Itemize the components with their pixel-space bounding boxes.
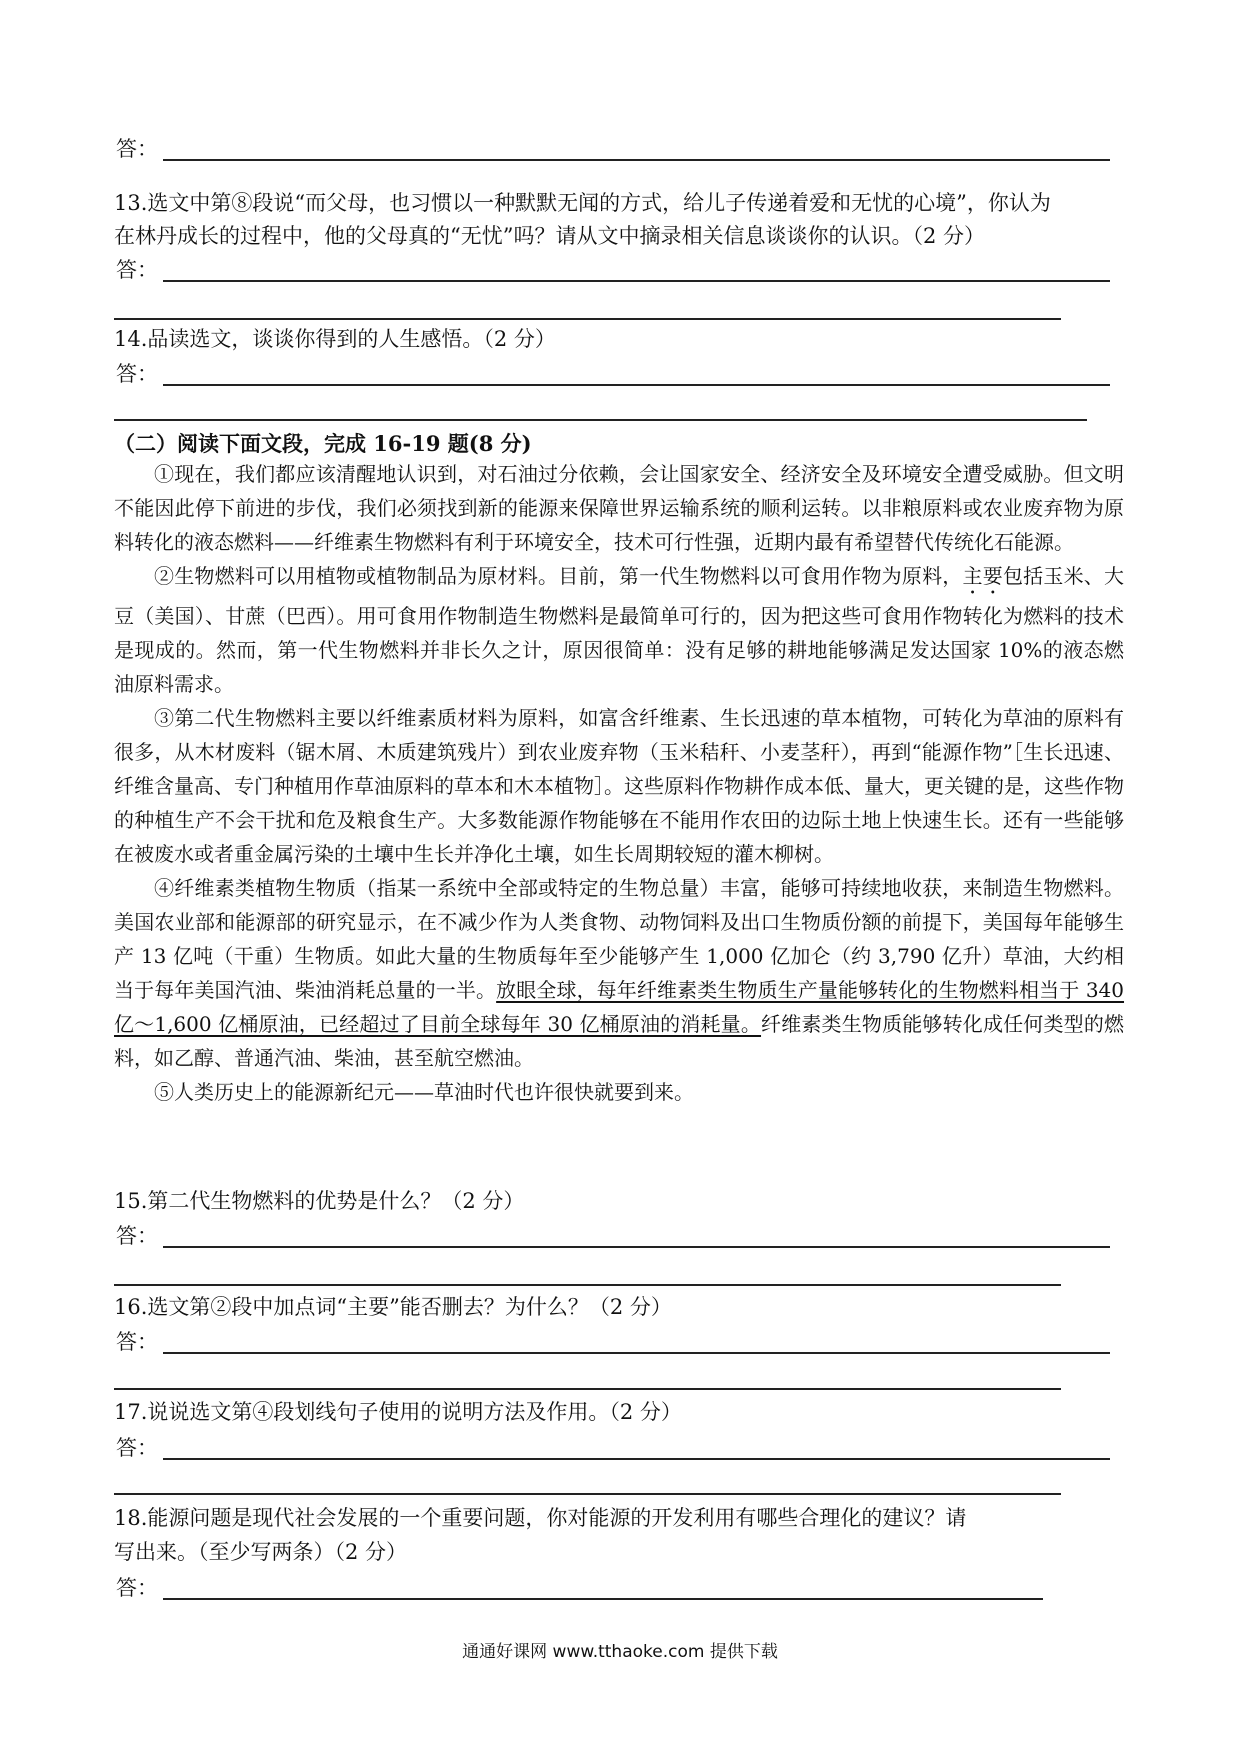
- section-2-title: （二）阅读下面文段，完成 16-19 题(8 分): [114, 431, 532, 456]
- question-16: 16.选文第②段中加点词“主要”能否删去？为什么？（2 分）: [114, 1295, 672, 1319]
- answer-line: [163, 1352, 1110, 1354]
- answer-label: 答：: [116, 1576, 158, 1600]
- answer-label: 答：: [116, 137, 158, 161]
- dotted-word: 主要: [962, 564, 1003, 588]
- passage-paragraph-4-end: 纤维素类生物质能够转化成任何类型的燃料，如乙醇、普通汽油、柴油，甚至航空燃油。: [114, 1012, 1125, 1070]
- passage-paragraph-2-start: ②生物燃料可以用植物或植物制品为原材料。目前，第一代生物燃料以可食用作物为原料，: [154, 564, 963, 588]
- question-14: 14.品读选文，谈谈你得到的人生感悟。（2 分）: [114, 327, 556, 351]
- passage-paragraph-5: ⑤人类历史上的能源新纪元——草油时代也许很快就要到来。: [154, 1080, 694, 1104]
- answer-label: 答：: [116, 1330, 158, 1354]
- answer-line: [163, 1246, 1110, 1248]
- answer-label: 答：: [116, 1436, 158, 1460]
- answer-line: [163, 1458, 1110, 1460]
- question-17: 17.说说选文第④段划线句子使用的说明方法及作用。（2 分）: [114, 1400, 682, 1424]
- question-15: 15.第二代生物燃料的优势是什么？（2 分）: [114, 1189, 525, 1213]
- answer-line: [163, 384, 1110, 386]
- answer-line: [163, 159, 1110, 161]
- question-18-line-1: 18.能源问题是现代社会发展的一个重要问题，你对能源的开发利用有哪些合理化的建议？请: [114, 1506, 967, 1530]
- question-13-line-2: 在林丹成长的过程中，他的父母真的“无忧”吗？请从文中摘录相关信息谈谈你的认识。（2 分）: [114, 224, 986, 248]
- passage-paragraph-4: [114, 871, 1124, 1075]
- answer-line: [114, 318, 1061, 320]
- passage-paragraph-3: ③第二代生物燃料主要以纤维素质材料为原料，如富含纤维素、生长迅速的草本植物，可转化为草油的原料有很多，从木材废料（锯木屑、木质建筑残片）到农业废弃物（玉米秸秆、小麦茎秆），再到“能源作物”［生长迅速、纤维含量高、专门种植用作草油原料的草本和木本植物］。这些原料作物耕作成本低、量大，更关键的是，这些作物的种植生产不会干扰和危及粮食生产。大多数能源作物能够在不能用作农田的边际土地上快速生长。还有一些能够在被废水或者重金属污染的土壤中生长并净化土壤，如生长周期较短的灌木柳树。: [114, 706, 1124, 866]
- passage-paragraph-2: [114, 559, 1124, 701]
- answer-label: 答：: [116, 1224, 158, 1248]
- page-footer: 通通好课网 www.tthaoke.com 提供下载: [462, 1642, 778, 1662]
- answer-label: 答：: [116, 362, 158, 386]
- answer-line: [114, 1284, 1061, 1286]
- underlined-sentence: 放眼全球，每年纤维素类生物质生产量能够转化的生物燃料相当于 340 亿～1,600 亿桶原油，已经超过了目前全球每年 30 亿桶原油的消耗量。: [114, 978, 1125, 1036]
- question-18-line-2: 写出来。（至少写两条）（2 分）: [114, 1540, 408, 1564]
- answer-label: 答：: [116, 258, 158, 282]
- answer-line: [114, 419, 1087, 421]
- reading-passage: [114, 457, 1124, 1109]
- answer-line: [163, 1598, 1043, 1600]
- question-13-line-1: 13.选文中第⑧段说“而父母，也习惯以一种默默无闻的方式，给儿子传递着爱和无忧的心境”，你认为: [114, 191, 1051, 215]
- passage-paragraph-1: ①现在，我们都应该清醒地认识到，对石油过分依赖，会让国家安全、经济安全及环境安全遭受威胁。但文明不能因此停下前进的步伐，我们必须找到新的能源来保障世界运输系统的顺利运转。以非粮原料或农业废弃物为原料转化的液态燃料——纤维素生物燃料有利于环境安全，技术可行性强，近期内最有希望替代传统化石能源。: [114, 462, 1124, 554]
- answer-line: [114, 1493, 1061, 1495]
- answer-line: [114, 1388, 1061, 1390]
- passage-paragraph-2-rest: 包括玉米、大豆（美国）、甘蔗（巴西）。用可食用作物制造生物燃料是最简单可行的，因为把这些可食用作物转化为燃料的技术是现成的。然而，第一代生物燃料并非长久之计，原因很简单：没有足够的耕地能够满足发达国家 10%的液态燃油原料需求。: [114, 564, 1125, 696]
- passage-paragraph-4-start: ④纤维素类植物生物质（指某一系统中全部或特定的生物总量）丰富，能够可持续地收获，来制造生物燃料。美国农业部和能源部的研究显示，在不减少作为人类食物、动物饲料及出口生物质份额的前提下，美国每年能够生产 13 亿吨（干重）生物质。如此大量的生物质每年至少能够产生 1,000 亿加仑（约 3,790 亿升）草油，大约相当于每年美国汽油、柴油消耗总量的一半。: [114, 876, 1124, 1002]
- answer-line: [163, 280, 1110, 282]
